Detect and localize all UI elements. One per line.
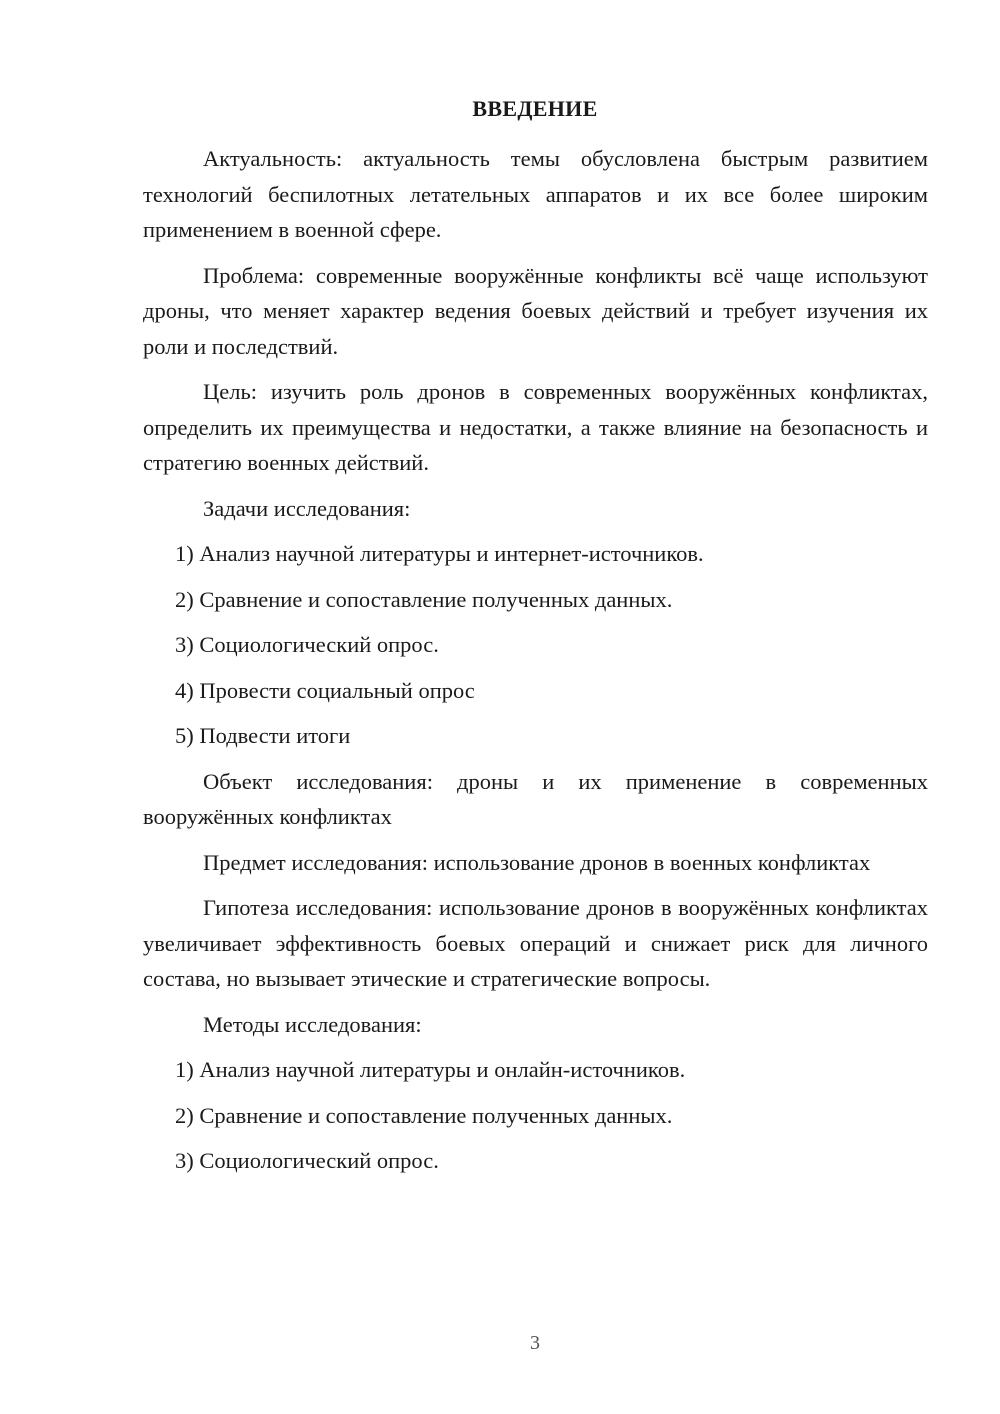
object-paragraph: Объект исследования: дроны и их применение в современных вооружённых конфликтах <box>143 768 928 829</box>
methods-heading: Методы исследования: <box>203 1011 422 1037</box>
hypothesis-paragraph: Гипотеза исследования: использование дронов в вооружённых конфликтах увеличивает эффективность боевых операций и снижает риск для личного состава, но вызывает этические и стратегические вопросы. <box>143 895 928 991</box>
list-item: 3) Социологический опрос. <box>175 1148 439 1173</box>
subject-paragraph: Предмет исследования: использование дронов в военных конфликтах <box>203 849 871 875</box>
tasks-heading: Задачи исследования: <box>203 495 411 521</box>
list-item: 4) Провести социальный опрос <box>175 677 475 703</box>
relevance-paragraph: Актуальность: актуальность темы обусловлена быстрым развитием технологий беспилотных летательных аппаратов и их все более широким применением в военной сфере. <box>143 146 928 242</box>
goal-paragraph: Цель: изучить роль дронов в современных вооружённых конфликтах, определить их преимущества и недостатки, а также влияние на безопасность и стратегию военных действий. <box>143 379 928 475</box>
list-item: 3) Социологический опрос. <box>175 632 439 657</box>
document-body <box>143 141 928 1189</box>
page-number: 3 <box>530 1332 540 1354</box>
list-item: 1) Анализ научной литературы и онлайн-источников. <box>175 1057 686 1082</box>
list-item: 1) Анализ научной литературы и интернет-источников. <box>175 541 704 566</box>
list-item: 2) Сравнение и сопоставление полученных данных. <box>175 1102 673 1128</box>
problem-paragraph: Проблема: современные вооружённые конфликты всё чаще используют дроны, что меняет характер ведения боевых действий и требует изучения их роли и последствий. <box>143 262 928 359</box>
list-item: 5) Подвести итоги <box>175 723 351 748</box>
list-item: 2) Сравнение и сопоставление полученных данных. <box>175 586 673 612</box>
section-title: ВВЕДЕНИЕ <box>472 96 598 121</box>
